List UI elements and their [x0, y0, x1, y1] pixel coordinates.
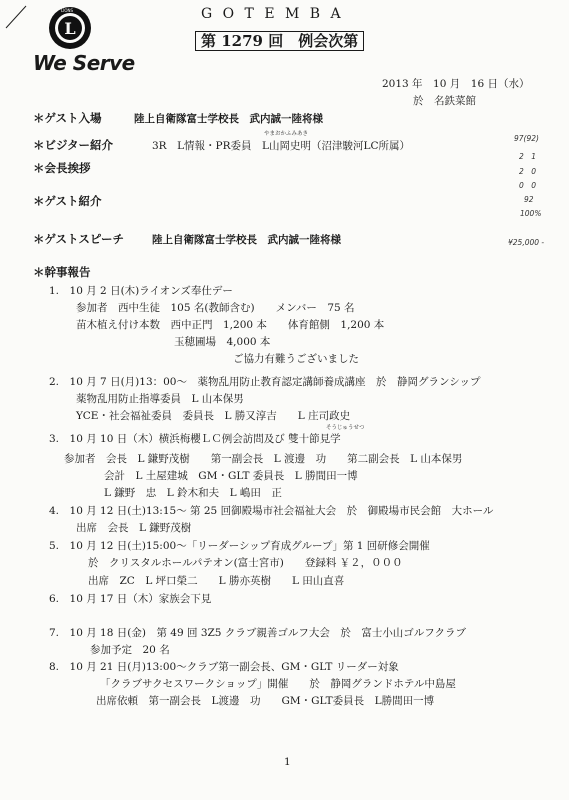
- handwritten-note: ¥25,000 -: [508, 238, 545, 247]
- report-item-2: 2. 10 月 7 日(月)13：00～ 薬物乱用防止教育認定講師養成講座 於 静岡グランシップ: [49, 376, 481, 388]
- we-serve-motto: We Serve: [33, 51, 135, 75]
- agenda-visitor-detail: 3R L情報・PR委員 L山岡史明（沼津駿河LC所属）: [152, 140, 411, 152]
- report-item-5-line: 於 クリスタルホールパテオン(富士宮市) 登録料 ￥２，０００: [88, 557, 403, 569]
- report-item-1-line: 苗木植え付け本数 西中正門 1,200 本 体育館側 1,200 本: [76, 319, 385, 331]
- report-item-3-ruby: そうじゅうせつ: [326, 425, 365, 431]
- report-item-4: 4. 10 月 12 日(土)13:15～ 第 25 回御殿場市社会福祉大会 於 御殿場市民会館 大ホール: [49, 505, 494, 517]
- report-item-1: 1. 10 月 2 日(木)ライオンズ奉仕デー: [49, 285, 233, 297]
- agenda-president-greeting: ＊会長挨拶: [33, 161, 91, 175]
- agenda-secretary-report: ＊幹事報告: [33, 265, 91, 279]
- agenda-guest-speech-detail: 陸上自衛隊富士学校長 武内誠一陸将様: [152, 234, 341, 246]
- report-item-8: 8. 10 月 21 日(月)13:00～クラブ第一副会長、GM・GLT リーダー対象: [49, 661, 399, 673]
- report-item-1-line: ご協力有難うございました: [233, 353, 359, 365]
- handwritten-note: 0 0: [519, 181, 537, 190]
- meeting-date: 2013 年 10 月 16 日（水）: [382, 78, 530, 90]
- corner-mark: [2, 2, 32, 32]
- report-item-2-line: YCE・社会福祉委員 委員長 L 勝又淳吉 L 庄司政史: [76, 410, 351, 422]
- report-item-5: 5. 10 月 12 日(土)15:00～「リーダーシップ育成グループ」第 1 回研修会開催: [49, 540, 430, 552]
- agenda-guest-intro: ＊ゲスト紹介: [33, 194, 102, 208]
- report-item-1-line: 参加者 西中生徒 105 名(教師含む) メンバー 75 名: [76, 302, 355, 314]
- visitor-name-ruby: やまおかふみあき: [264, 131, 309, 137]
- club-name: G O T E M B A: [201, 6, 344, 22]
- handwritten-note: 92: [524, 195, 534, 204]
- lions-logo: [48, 6, 92, 50]
- report-item-5-line: 出席 ZC L 坪口榮二 L 勝亦英樹 L 田山直喜: [88, 575, 345, 587]
- meeting-venue: 於 名鉄菜館: [413, 95, 476, 107]
- handwritten-note: 2 1: [519, 152, 537, 161]
- report-item-3-line: L 鎌野 忠 L 鈴木和夫 L 嶋田 正: [104, 487, 282, 499]
- agenda-guest-entrance: ＊ゲスト入場: [33, 111, 102, 125]
- handwritten-note: 2 0: [519, 167, 537, 176]
- report-item-7-line: 参加予定 20 名: [90, 644, 170, 656]
- report-item-7: 7. 10 月 18 日(金) 第 49 回 3Z5 クラブ親善ゴルフ大会 於 富士小山ゴルフクラブ: [49, 627, 466, 639]
- report-item-2-line: 薬物乱用防止指導委員 L 山本保男: [76, 393, 244, 405]
- logo-text: LIONS: [61, 8, 74, 13]
- report-item-1-line: 玉穂圃場 4,000 本: [174, 336, 271, 348]
- meeting-title: 第 1279 回 例会次第: [195, 31, 364, 51]
- handwritten-note: 100%: [520, 209, 542, 218]
- handwritten-note: 97(92): [514, 134, 539, 143]
- report-item-8-line: 「クラブサクセスワークショップ」開催 於 静岡グランドホテル中島屋: [100, 678, 456, 690]
- report-item-3-line: 会計 L 土屋建城 GM・GLT 委員長 L 勝間田一博: [104, 470, 358, 482]
- report-item-3-line: 参加者 会長 L 鎌野茂樹 第一副会長 L 渡邊 功 第二副会長 L 山本保男: [64, 453, 463, 465]
- agenda-guest-entrance-detail: 陸上自衛隊富士学校長 武内誠一陸将様: [134, 113, 323, 125]
- agenda-guest-speech: ＊ゲストスピーチ: [33, 232, 124, 246]
- report-item-3: 3. 10 月 10 日（木）横浜梅櫻ＬＣ例会訪問及び 雙十節見学: [49, 433, 341, 445]
- report-item-6: 6. 10 月 17 日（木）家族会下見: [49, 593, 212, 605]
- page-number: 1: [284, 756, 291, 768]
- svg-text:L: L: [64, 19, 76, 38]
- report-item-4-line: 出席 会長 L 鎌野茂樹: [76, 522, 192, 534]
- report-item-8-line: 出席依頼 第一副会長 L渡邊 功 GM・GLT委員長 L勝間田一博: [96, 695, 435, 707]
- agenda-visitor-intro: ＊ビジター紹介: [33, 138, 114, 152]
